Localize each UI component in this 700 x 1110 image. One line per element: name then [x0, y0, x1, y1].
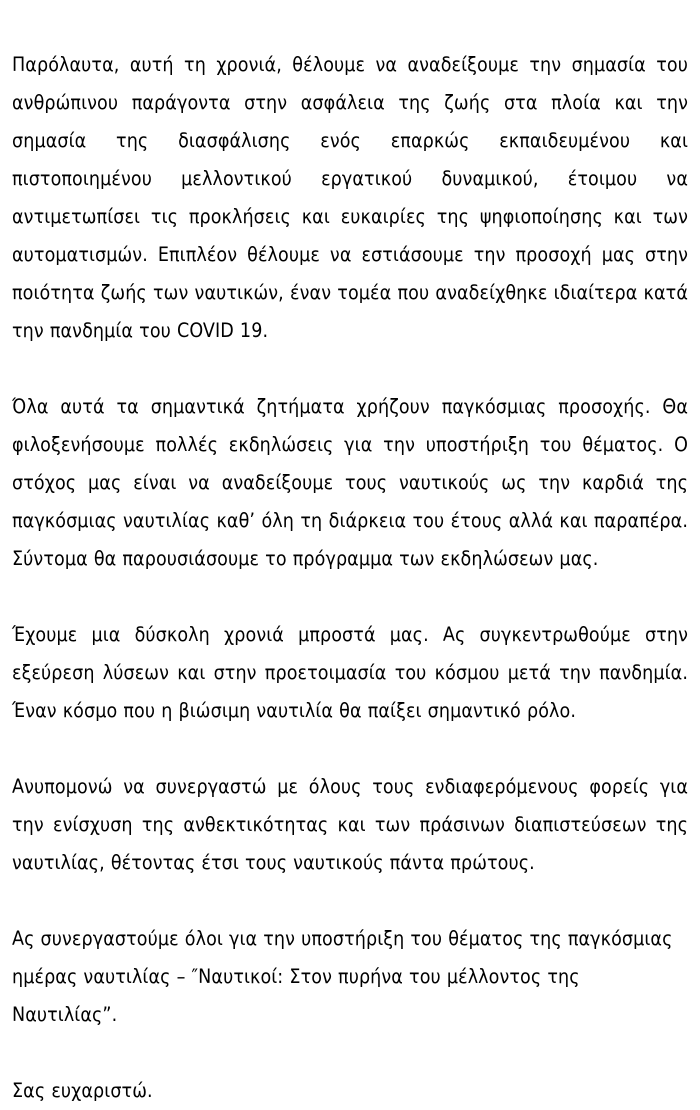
paragraph-2: Όλα αυτά τα σημαντικά ζητήματα χρήζουν παγκόσμιας προσοχής. Θα φιλοξενήσουμε πολλές εκδηλώσεις για την υποστήριξη του θέματος. Ο στόχος μας είναι να αναδείξουμε τους ναυτικούς ως την καρδιά της παγκόσμιας ναυτιλίας καθ’ όλη τη διάρκεια του έτους αλλά και παραπέρα. Σύντομα θα παρουσιάσουμε το πρόγραμμα των εκδηλώσεων μας. [12, 395, 695, 570]
paragraph-3: Έχουμε μια δύσκολη χρονιά μπροστά μας. Ας συγκεντρωθούμε στην εξεύρεση λύσεων και στην προετοιμασία του κόσμου μετά την πανδημία. Έναν κόσμο που η βιώσιμη ναυτιλία θα παίξει σημαντικό ρόλο. [12, 623, 695, 722]
paragraph-1: Παρόλαυτα, αυτή τη χρονιά, θέλουμε να αναδείξουμε την σημασία του ανθρώπινου παράγοντα στην ασφάλεια της ζωής στα πλοία και την σημασία της διασφάλισης ενός επαρκώς εκπαιδευμένου και πιστοποιημένου μελλοντικού εργατικού δυναμικού, έτοιμου να αντιμετωπίσει τις προκλήσεις και ευκαιρίες της ψηφιοποίησης και των αυτοματισμών. Επιπλέον θέλουμε να εστιάσουμε την προσοχή μας στην ποιότητα ζωής των ναυτικών, έναν τομέα που αναδείχθηκε ιδιαίτερα κατά την πανδημία του COVID 19. [12, 53, 695, 342]
paragraph-5: Ας συνεργαστούμε όλοι για την υποστήριξη του θέματος της παγκόσμιας ημέρας ναυτιλίας – ″Ναυτικοί: Στον πυρήνα του μέλλοντος της Ναυτιλίας”. [12, 927, 679, 1026]
paragraph-4: Ανυπομονώ να συνεργαστώ με όλους τους ενδιαφερόμενους φορείς για την ενίσχυση της ανθεκτικότητας και των πράσινων διαπιστεύσεων της ναυτιλίας, θέτοντας έτσι τους ναυτικούς πάντα πρώτους. [12, 775, 695, 874]
paragraph-6-closing: Σας ευχαριστώ. [12, 1079, 153, 1102]
document-text-body [12, 46, 695, 1110]
